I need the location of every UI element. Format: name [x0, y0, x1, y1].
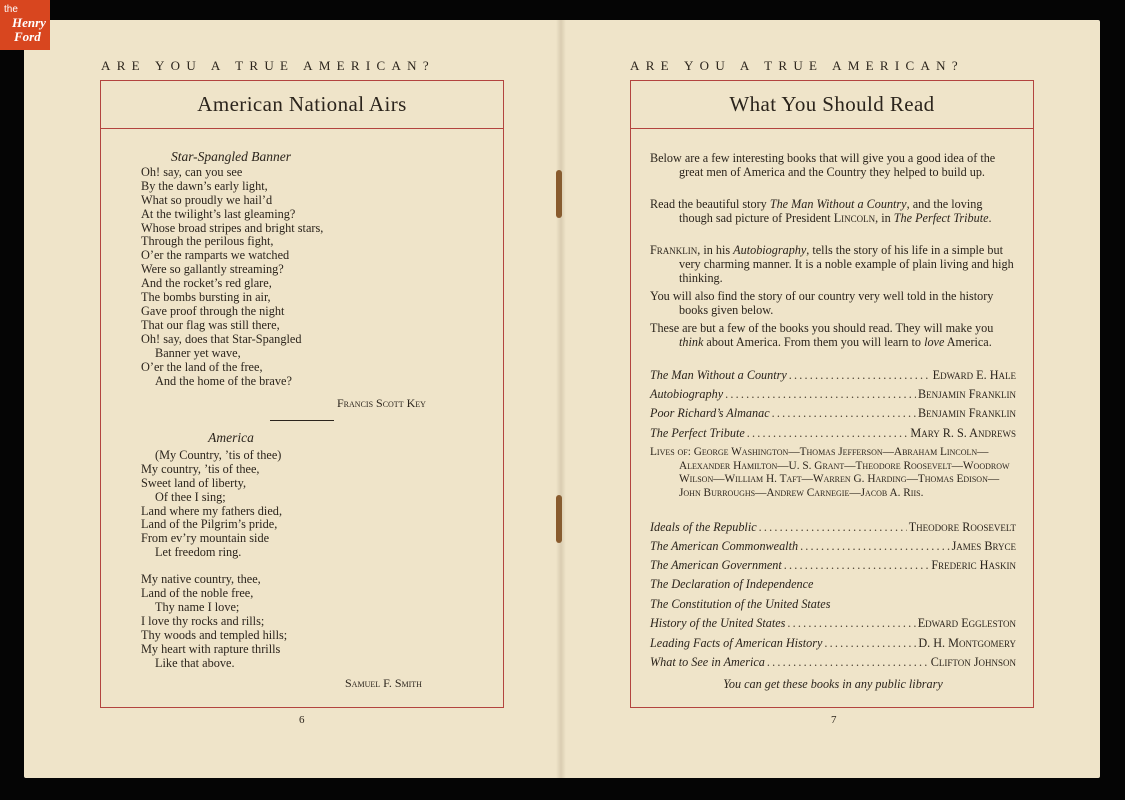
- book-title: The American Commonwealth: [650, 539, 799, 553]
- intro-paragraph: Below are a few interesting books that will give you a good idea of the great men of America and the Country they helped to build up.: [650, 151, 996, 179]
- leader-dots: [772, 406, 916, 420]
- binding-stitch-bottom: [556, 495, 562, 543]
- leader-dots: [787, 616, 915, 630]
- book-entry: [650, 597, 1016, 611]
- book-author: D. H. Montgomery: [918, 636, 1016, 650]
- poem-line: Whose broad stripes and bright stars,: [141, 220, 324, 235]
- poem-author: Samuel F. Smith: [345, 676, 422, 690]
- book-entry: [650, 368, 1016, 382]
- poem-line: O’er the ramparts we watched: [141, 248, 290, 263]
- poem-line: Land of the Pilgrim’s pride,: [141, 517, 278, 532]
- running-head-right: ARE YOU A TRUE AMERICAN?: [630, 58, 964, 73]
- poem-line: From ev’ry mountain side: [141, 531, 270, 546]
- book-entry: [650, 387, 1016, 401]
- poem-line: My native country, thee,: [141, 572, 261, 587]
- text: , in his: [697, 243, 734, 257]
- history-paragraph: You will also find the story of our country very well told in the history books given below.: [650, 289, 994, 317]
- book-entry: [650, 616, 1016, 630]
- leader-dots: [789, 368, 931, 382]
- logo-henry: Henry: [12, 15, 46, 30]
- book-title: The Constitution of the United States: [650, 597, 831, 611]
- text: about America. From them you will learn to: [703, 334, 925, 349]
- book-ref: Autobiography: [733, 243, 807, 257]
- book-author: Theodore Roosevelt: [908, 520, 1016, 534]
- book-author: James Bryce: [951, 539, 1016, 553]
- book-ref: The Man Without a Country: [769, 197, 907, 211]
- franklin-paragraph: [650, 244, 1016, 285]
- poem-line: That our flag was still there,: [141, 317, 280, 332]
- star-spangled-banner-poem: [141, 150, 323, 388]
- book-entry: [650, 636, 1016, 650]
- poem-line: Let freedom ring.: [155, 545, 242, 560]
- poem-line: Banner yet wave,: [155, 345, 241, 360]
- poem-line: Through the perilous fight,: [141, 234, 274, 249]
- poem-line: Land of the noble free,: [141, 586, 254, 601]
- poem-line: Oh! say, can you see: [141, 164, 243, 179]
- poem-line: And the rocket’s red glare,: [141, 276, 272, 291]
- text: Read the beautiful story: [650, 197, 770, 211]
- leader-dots: [824, 636, 916, 650]
- book-author: Edward Eggleston: [917, 616, 1016, 630]
- page-number-left: 6: [299, 714, 305, 726]
- poem-line: Gave proof through the night: [141, 303, 285, 318]
- leader-dots: [759, 520, 907, 534]
- book-title: What to See in America: [650, 655, 765, 669]
- poem-subtitle: (My Country, ’tis of thee): [155, 447, 282, 462]
- text: These are but a few of the books you should read. They will make you: [650, 321, 994, 335]
- poem-line: I love thy rocks and rills;: [141, 613, 265, 628]
- poem-line: O’er the land of the free,: [141, 359, 263, 374]
- leader-dots: [767, 655, 929, 669]
- lives-list: Lives of: George Washington—Thomas Jefferson—Abraham Lincoln—Alexander Hamilton—U. S. Grant—Theodore Roosevelt—Woodrow Wilson—William H. Taft—Warren G. Harding—Thomas Edison—John Burroughs—Andrew Carnegie—Jacob A. Riis.: [650, 446, 1010, 499]
- book-title: Leading Facts of American History: [650, 636, 823, 650]
- poem-line: Like that above.: [155, 655, 235, 670]
- text: , tells the story of his life in a simple but very charming manner. It is a noble example of plain living and high thinking.: [679, 243, 1014, 285]
- book-entry: [650, 426, 1016, 440]
- left-page-title: American National Airs: [101, 81, 503, 129]
- closing-paragraph: [650, 322, 1016, 350]
- logo-ford: Ford: [14, 29, 41, 44]
- book-entry: [650, 655, 1016, 669]
- poem-divider: [270, 420, 334, 421]
- book-title: Ideals of the Republic: [650, 520, 757, 534]
- poem-line: What so proudly we hail’d: [141, 192, 273, 207]
- emphasis: love: [924, 334, 945, 349]
- page-number-right: 7: [831, 714, 837, 726]
- running-head-left: ARE YOU A TRUE AMERICAN?: [101, 58, 435, 73]
- book-title: The Perfect Tribute: [650, 426, 745, 440]
- book-title: Poor Richard’s Almanac: [650, 406, 770, 420]
- poem-line: My country, ’tis of thee,: [141, 461, 260, 476]
- poem-title: Star-Spangled Banner: [170, 149, 292, 164]
- text: , and the loving though sad picture of President: [679, 197, 983, 225]
- book-ref: The Perfect Tribute: [893, 210, 989, 225]
- leader-dots: [784, 558, 930, 572]
- leader-dots: [725, 387, 916, 401]
- logo-the: the: [4, 4, 18, 15]
- text: .: [988, 210, 992, 225]
- book-title: History of the United States: [650, 616, 786, 630]
- book-title: The Declaration of Independence: [650, 577, 814, 591]
- name-ref: Lincoln: [833, 210, 876, 225]
- poem-line: Thy name I love;: [155, 599, 240, 614]
- book-title: The American Government: [650, 558, 782, 572]
- book-author: Benjamin Franklin: [918, 406, 1016, 420]
- poem-title: America: [208, 430, 254, 445]
- america-poem: [141, 431, 321, 671]
- poem-line: Of thee I sing;: [155, 489, 226, 504]
- book-author: Frederic Haskin: [931, 558, 1016, 572]
- book-entry: [650, 406, 1016, 420]
- book-author: Mary R. S. Andrews: [910, 426, 1016, 440]
- poem-line: My heart with rapture thrills: [141, 641, 281, 656]
- poem-line: Oh! say, does that Star-Spangled: [141, 331, 302, 346]
- book-title: The Man Without a Country: [650, 368, 787, 382]
- text: America.: [944, 334, 992, 349]
- poem-line: Were so gallantly streaming?: [141, 262, 284, 277]
- read-paragraph: [650, 198, 1016, 226]
- book-author: Edward E. Hale: [932, 368, 1016, 382]
- poem-line: Sweet land of liberty,: [141, 475, 247, 490]
- library-note: You can get these books in any public library: [723, 677, 943, 691]
- right-page-title: What You Should Read: [631, 81, 1033, 129]
- name-ref: Franklin: [650, 243, 698, 257]
- book-author: Clifton Johnson: [930, 655, 1016, 669]
- book-title: Autobiography: [650, 387, 724, 401]
- book-author: Benjamin Franklin: [918, 387, 1016, 401]
- book-entry: [650, 539, 1016, 553]
- leader-dots: [747, 426, 909, 440]
- poem-author: Francis Scott Key: [337, 396, 426, 410]
- booklet-spread: [24, 20, 1100, 778]
- poem-line: And the home of the brave?: [155, 373, 292, 388]
- book-entry: [650, 577, 1016, 591]
- poem-line: Thy woods and templed hills;: [141, 627, 288, 642]
- poem-line: The bombs bursting in air,: [141, 290, 271, 305]
- book-entry: [650, 558, 1016, 572]
- poem-line: Land where my fathers died,: [141, 503, 283, 518]
- poem-line: By the dawn’s early light,: [141, 178, 268, 193]
- poem-line: At the twilight’s last gleaming?: [141, 206, 296, 221]
- text: , in: [875, 210, 894, 225]
- binding-stitch-top: [556, 170, 562, 218]
- henry-ford-logo: [0, 0, 50, 50]
- book-entry: [650, 520, 1016, 534]
- emphasis: think: [679, 334, 704, 349]
- leader-dots: [800, 539, 950, 553]
